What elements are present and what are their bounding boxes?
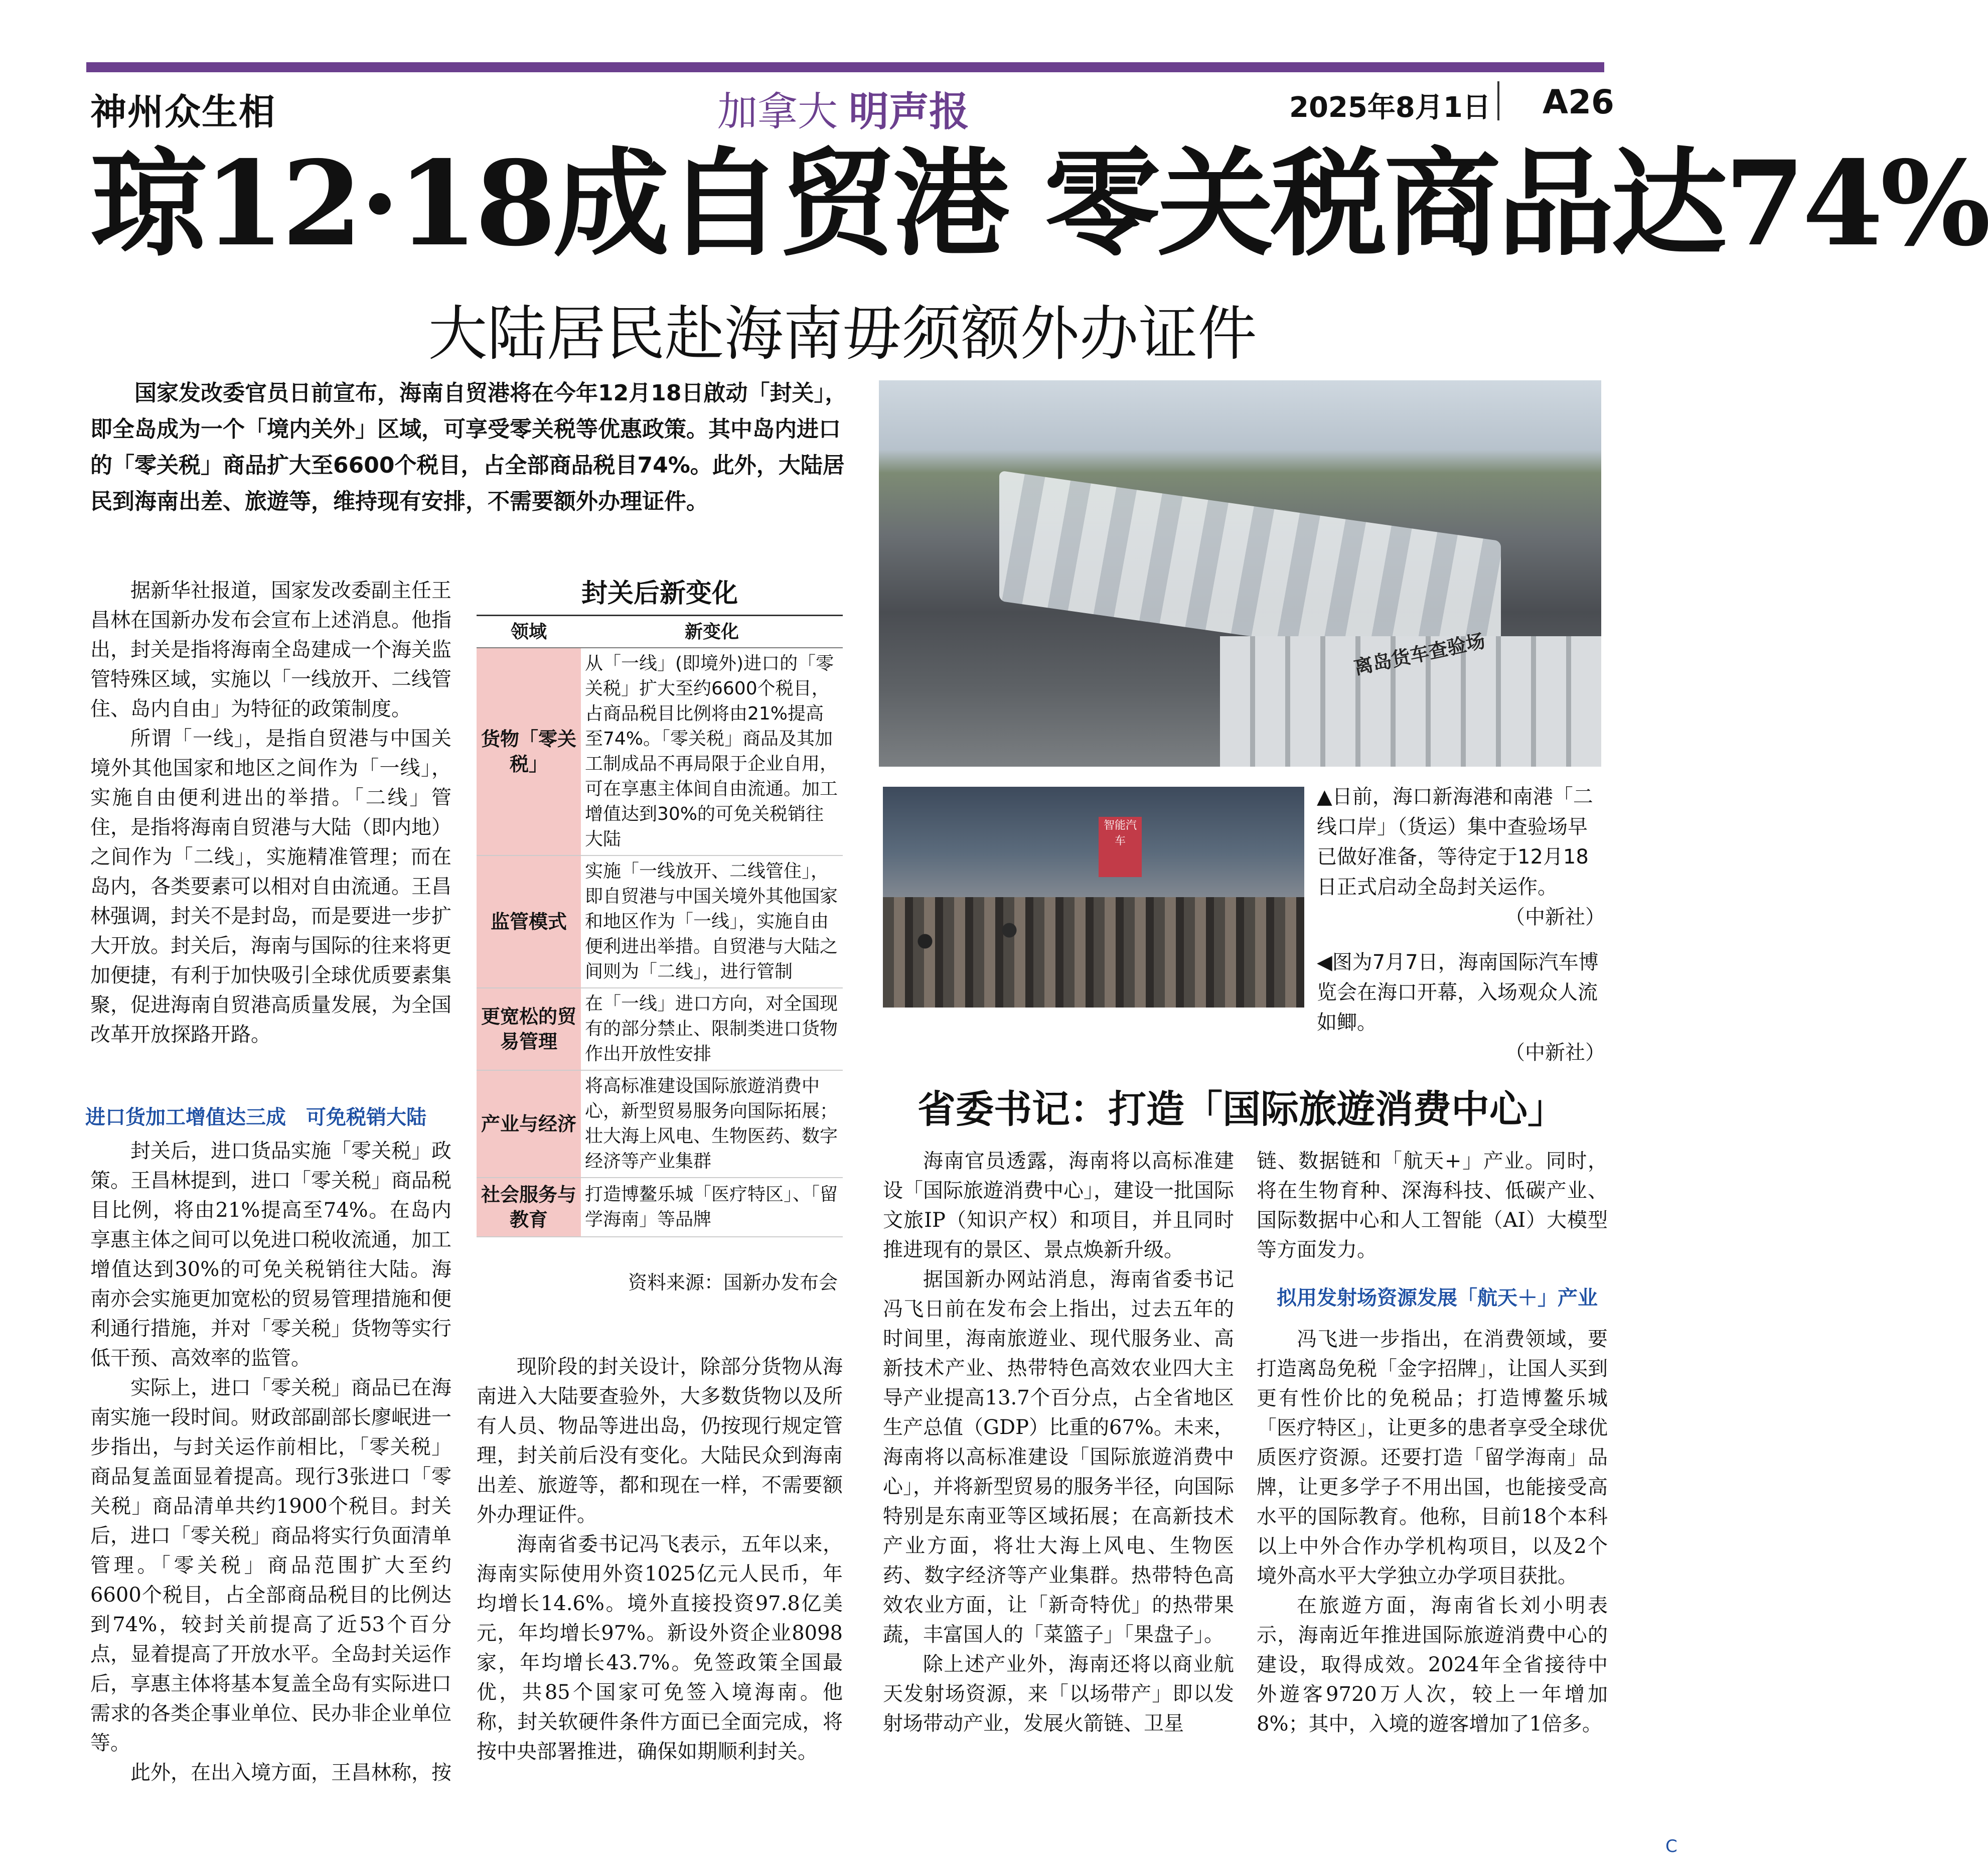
masthead-brand: 明声报 [849, 88, 969, 135]
table-row [477, 648, 843, 855]
article-column-4b [1257, 1325, 1608, 1739]
table-row [477, 988, 843, 1070]
masthead-region: 加拿大 [717, 88, 838, 135]
paragraph: 据新华社报道，国家发改委副主任王昌林在国新办发布会宣布上述消息。他指出，封关是指将海南全岛建成一个海关监管特殊区域，实施以「一线放开、二线管住、岛内自由」为特征的政策制度。 [90, 579, 451, 721]
top-rule [86, 62, 1604, 72]
table-cell-change: 从「一线」(即境外)进口的「零关税」扩大至约6600个税目，占商品税目比例将由21%提高至74%。「零关税」商品及其加工制成品不再局限于企业自用，可在享惠主体间自由流通。加工增值达到30%的可免关税销往大陆 [581, 648, 843, 855]
article-column-3 [883, 1147, 1234, 1739]
paragraph: 据国新办网站消息，海南省委书记冯飞日前在发布会上指出，过去五年的时间里，海南旅遊业、现代服务业、高新技术产业、热带特色高效农业四大主导产业提高13.7个百分点，占全省地区生产总值（GDP）比重的67%。未来，海南将以高标准建设「国际旅遊消费中心」，并将新型贸易的服务半径，向国际特别是东南亚等区域拓展；在高新技术产业方面，将壮大海上风电、生物医药、数字经济等产业集群。热带特色高效农业方面，让「新奇特优」的热带果蔬，丰富国人的「菜篮子」「果盘子」。 [883, 1268, 1234, 1646]
subheadline: 大陆居民赴海南毋须额外办证件 [428, 299, 1257, 368]
article-column-1b [90, 1136, 451, 1788]
table-cell-change: 实施「一线放开、二线管住」，即自贸港与中国关境外其他国家和地区作为「一线」，实施自由便利进出举措。自贸港与大陆之间则为「二线」，进行管制 [581, 855, 843, 988]
paragraph: 所谓「一线」，是指自贸港与中国关境外其他国家和地区之间作为「一线」，实施自由便利进出的举措。「二线」管住，是指将海南自贸港与大陆（即内地）之间作为「二线」，实施精准管理；而在岛内，各类要素可以相对自由流通。王昌林强调，封关不是封岛，而是要进一步扩大开放。封关后，海南与国际的往来将更加便捷，有利于加快吸引全球优质要素集聚，促进海南自贸港高质量发展，为全国改革开放探路开路。 [90, 727, 451, 1046]
article-column-1 [90, 576, 451, 1050]
article-column-4 [1257, 1147, 1608, 1265]
paragraph: 除上述产业外，海南还将以商业航天发射场资源，来「以场带产」即以发射场带动产业，发展火箭链、卫星 [883, 1653, 1234, 1735]
photo2-credit: （中新社） [1505, 1041, 1605, 1064]
edge-mark: C [1665, 1836, 1677, 1856]
photo-auto-expo [883, 787, 1304, 1008]
changes-table [477, 615, 843, 1237]
table-row [477, 1070, 843, 1178]
paragraph: 在旅遊方面，海南省长刘小明表示，海南近年推进国际旅遊消费中心的建设，取得成效。2024年全省接待中外遊客9720万人次，较上一年增加8%；其中，入境的遊客增加了1倍多。 [1257, 1594, 1608, 1736]
issue-date: 2025年8月1日 [1289, 91, 1491, 124]
article-column-2 [477, 1352, 843, 1767]
table-cell-field: 监管模式 [477, 855, 581, 988]
header-divider [1497, 81, 1499, 120]
headline: 琼12·18成自贸港 零关税商品达74% [90, 135, 1988, 272]
photo1-caption [1317, 782, 1605, 932]
subtitle-launch-site: 拟用发射场资源发展「航天＋」产业 [1277, 1286, 1598, 1310]
photo1-caption-text: ▲日前，海口新海港和南港「二线口岸」（货运）集中查验场早已做好准备，等待定于12月18日正式启动全岛封关运作。 [1317, 785, 1593, 899]
table-cell-field: 更宽松的贸易管理 [477, 988, 581, 1070]
section2-title: 省委书记：打造「国际旅遊消费中心」 [917, 1087, 1566, 1131]
table-row [477, 1178, 843, 1237]
paragraph: 冯飞进一步指出，在消费领域，要打造离岛免税「金字招牌」，让国人买到更有性价比的免税品；打造博鳌乐城「医疗特区」，让更多的患者享受全球优质医疗资源。还要打造「留学海南」品牌，让更多学子不用出国，也能接受高水平的国际教育。他称，目前18个本科以上中外合作办学机构项目，以及2个境外高水平大学独立办学项目获批。 [1257, 1328, 1608, 1588]
table-cell-change: 在「一线」进口方向，对全国现有的部分禁止、限制类进口货物作出开放性安排 [581, 988, 843, 1070]
subtitle-import-processing: 进口货加工增值达三成 可免税销大陆 [85, 1106, 426, 1129]
lede-paragraph: 国家发改委官员日前宣布，海南自贸港将在今年12月18日啟动「封关」，即全岛成为一个「境内关外」区域，可享受零关税等优惠政策。其中岛内进口的「零关税」商品扩大至6600个税目，占全部商品税目74%。此外，大陆居民到海南出差、旅遊等，维持现有安排，不需要额外办理证件。 [90, 380, 847, 514]
paragraph: 海南省委书记冯飞表示，五年以来，海南实际使用外资1025亿元人民币，年均增长14.6%。境外直接投资97.8亿美元，年均增长97%。新设外资企业8098家，年均增长43.7%。免签政策全国最优，共85个国家可免签入境海南。他称，封关软硬件条件方面已全面完成，将按中央部署推进，确保如期顺利封关。 [477, 1533, 843, 1763]
table-cell-change: 将高标准建设国际旅遊消费中心，新型贸易服务向国际拓展；壮大海上风电、生物医药、数字经济等产业集群 [581, 1070, 843, 1178]
table-cell-change: 打造博鳌乐城「医疗特区」、「留学海南」等品牌 [581, 1178, 843, 1237]
photo-sign-text: 离岛货车查验场 [1352, 629, 1487, 679]
table-header-field: 领域 [477, 616, 581, 648]
paragraph: 链、数据链和「航天+」产业。同时，将在生物育种、深海科技、低碳产业、国际数据中心和人工智能（AI）大模型等方面发力。 [1257, 1150, 1608, 1261]
section-name: 神州众生相 [90, 90, 276, 133]
masthead [717, 79, 969, 137]
page-number: A26 [1543, 83, 1614, 121]
table-title: 封关后新变化 [581, 578, 738, 609]
table-cell-field: 货物「零关税」 [477, 648, 581, 855]
photo2-caption [1317, 947, 1605, 1068]
table-cell-field: 社会服务与教育 [477, 1178, 581, 1237]
paragraph: 此外，在出入境方面，王昌林称，按 [130, 1761, 451, 1784]
paragraph: 封关后，进口货品实施「零关税」政策。王昌林提到，进口「零关税」商品税目比例，将由21%提高至74%。在岛内享惠主体之间可以免进口税收流通，加工增值达到30%的可免关税销往大陆。海南亦会实施更加宽松的贸易管理措施和便利通行措施，并对「零关税」货物等实行低干预、高效率的监管。 [90, 1139, 451, 1370]
table-row [477, 855, 843, 988]
paragraph: 海南官员透露，海南将以高标准建设「国际旅遊消费中心」，建设一批国际文旅IP（知识产权）和项目，并且同时推进现有的景区、景点焕新升级。 [883, 1150, 1234, 1261]
photo1-credit: （中新社） [1505, 906, 1605, 929]
photo-crowd [883, 897, 1304, 1008]
table-header-row [477, 616, 843, 648]
photo2-sign-text: 智能汽车 [1099, 817, 1142, 877]
photo2-caption-text: ◀图为7月7日，海南国际汽车博览会在海口开幕，入场观众人流如鲫。 [1317, 951, 1599, 1034]
table-source: 资料来源：国新办发布会 [628, 1271, 838, 1294]
table-header-change: 新变化 [581, 616, 843, 648]
paragraph: 现阶段的封关设计，除部分货物从海南进入大陆要查验外，大多数货物以及所有人员、物品等进出岛，仍按现行规定管理，封关前后没有变化。大陆民众到海南出差、旅遊等，都和现在一样，不需要额外办理证件。 [477, 1355, 843, 1526]
photo-inspection-yard [879, 380, 1601, 767]
paragraph: 实际上，进口「零关税」商品已在海南实施一段时间。财政部副部长廖岷进一步指出，与封关运作前相比，「零关税」商品复盖面显着提高。现行3张进口「零关税」商品清单共约1900个税目。封关后，进口「零关税」商品将实行负面清单管理。「零关税」商品范围扩大至约6600个税目，占全部商品税目的比例达到74%，较封关前提高了近53个百分点，显着提高了开放水平。全岛封关运作后，享惠主体将基本复盖全岛有实际进口需求的各类企事业单位、民办非企业单位等。 [90, 1376, 451, 1755]
table-cell-field: 产业与经济 [477, 1070, 581, 1178]
